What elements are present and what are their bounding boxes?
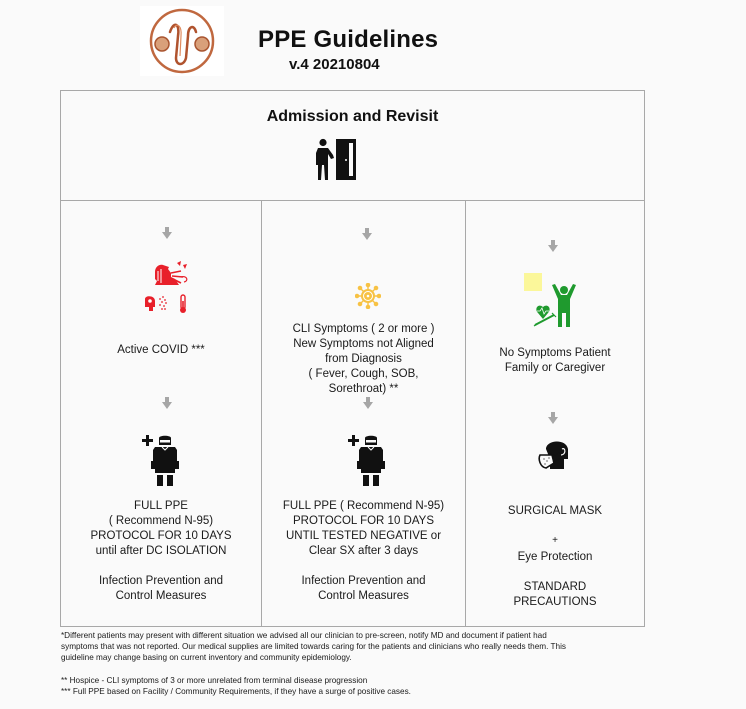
condition-line: from Diagnosis: [325, 353, 402, 365]
ppe-line: until after DC ISOLATION: [95, 545, 227, 557]
full-ppe-gown-icon: [345, 433, 387, 487]
measures-line: Infection Prevention and: [301, 575, 426, 587]
condition-line: CLI Symptoms ( 2 or more ): [292, 323, 435, 335]
condition-label: Active COVID ***: [117, 344, 205, 356]
condition-line: ( Fever, Cough, SOB,: [308, 368, 419, 380]
condition-label: [262, 322, 465, 397]
covid-symptoms-icon: [141, 259, 193, 319]
guidelines-table: [60, 90, 645, 627]
down-arrow-icon: [162, 227, 172, 239]
condition-line: Family or Caregiver: [504, 362, 606, 374]
measures-label: [466, 580, 644, 610]
organization-logo: [140, 6, 224, 76]
healthy-person-icon: [532, 283, 582, 331]
ppe-line: Clear SX after 3 days: [308, 545, 419, 557]
measures-label: [262, 574, 465, 604]
condition-line: No Symptoms Patient: [499, 347, 611, 359]
page-title: PPE Guidelines: [258, 26, 439, 53]
down-arrow-icon: [363, 397, 373, 409]
column-active-covid: [61, 201, 262, 627]
ppe-instructions: [61, 499, 261, 559]
virus-biohazard-icon: [355, 283, 381, 309]
version-label: v.4 20210804: [289, 56, 380, 73]
condition-line: New Symptoms not Aligned: [293, 338, 434, 350]
ppe-line: ( Recommend N-95): [108, 515, 214, 527]
section-title: Admission and Revisit: [266, 108, 439, 125]
measures-line: STANDARD: [523, 581, 587, 593]
disclaimer-line: *Different patients may present with different situation we advised all our clinician to pre-screen, notify MD and document if patient had: [61, 631, 547, 640]
down-arrow-icon: [548, 412, 558, 424]
section-header: [61, 91, 644, 201]
person-entering-door-icon: [314, 138, 360, 182]
disclaimer-line: symptoms that was not reported. Our medical supplies are limited towards caring for the patients and clinicians who really needs them. This: [61, 642, 566, 652]
footnote-hospice: ** Hospice - CLI symptoms of 3 or more unrelated from terminal disease progression: [61, 675, 368, 685]
footnotes: [61, 630, 661, 697]
down-arrow-icon: [162, 397, 172, 409]
measures-line: Control Measures: [318, 590, 409, 602]
ppe-line: UNTIL TESTED NEGATIVE or: [285, 530, 442, 542]
disclaimer-line: guideline may change basing on current inventory and community epidemiology.: [61, 653, 352, 663]
column-no-symptoms: [466, 201, 644, 627]
measures-line: Control Measures: [115, 590, 207, 602]
ppe-instructions: [262, 499, 465, 559]
condition-label: [466, 346, 644, 376]
footnote-full-ppe: *** Full PPE based on Facility / Community Requirements, if they have a surge of positive cases.: [61, 686, 411, 696]
surgical-mask-icon: [536, 437, 570, 471]
ppe-line: PROTOCOL FOR 10 DAYS: [292, 515, 434, 527]
down-arrow-icon: [362, 228, 372, 240]
column-cli-symptoms: [262, 201, 466, 627]
measures-line: PRECAUTIONS: [513, 596, 597, 608]
measures-label: [61, 574, 261, 604]
ppe-line: FULL PPE: [134, 500, 188, 512]
eye-protection-label: Eye Protection: [517, 551, 593, 563]
condition-line: Sorethroat) **: [328, 383, 399, 395]
ppe-instructions: SURGICAL MASK: [507, 505, 603, 517]
measures-line: Infection Prevention and: [98, 575, 224, 587]
ppe-line: PROTOCOL FOR 10 DAYS: [90, 530, 232, 542]
down-arrow-icon: [548, 240, 558, 252]
plus-sign: +: [552, 535, 558, 546]
full-ppe-gown-icon: [139, 433, 181, 487]
ppe-line: FULL PPE ( Recommend N-95): [282, 500, 445, 512]
